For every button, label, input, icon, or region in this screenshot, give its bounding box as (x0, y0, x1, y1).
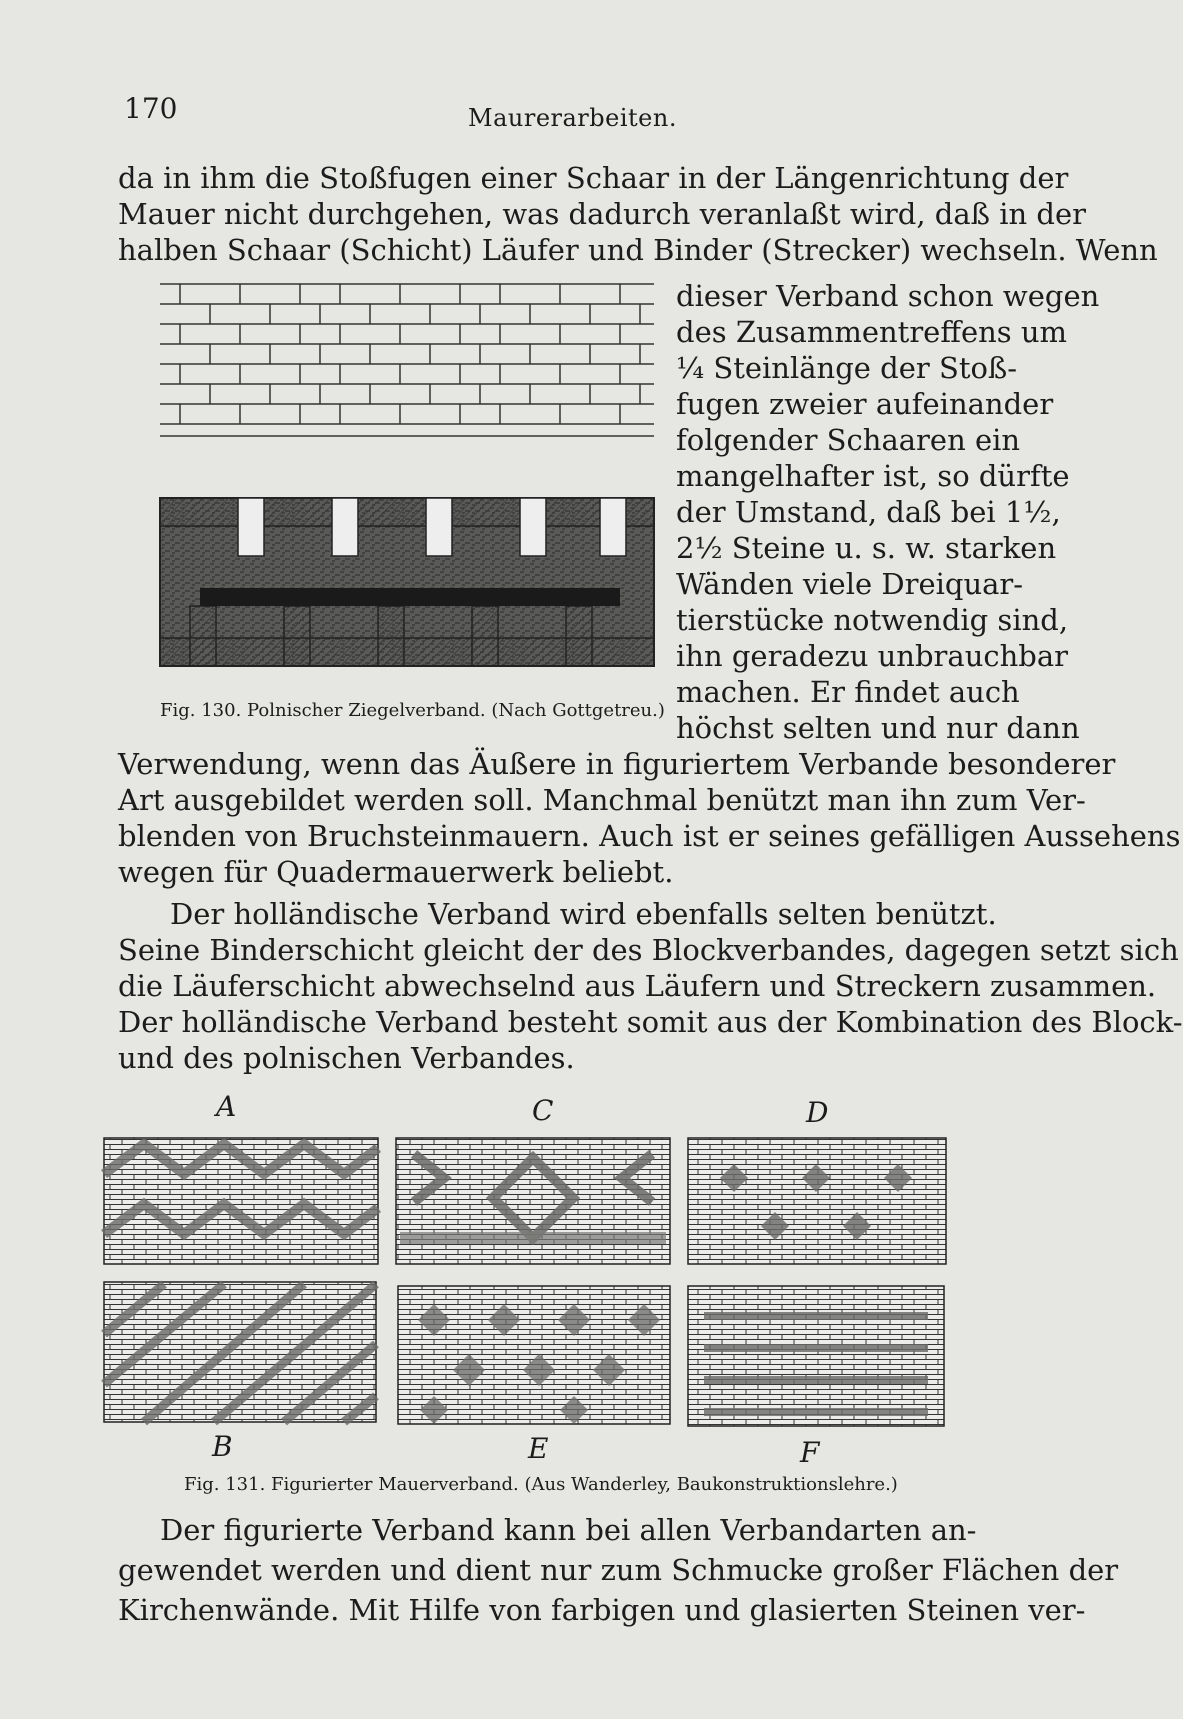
text-line: und des polnischen Verbandes. (118, 1041, 575, 1075)
fig130-elevation-drawing (160, 280, 654, 440)
text-line: Art ausgebildet werden soll. Manchmal benützt man ihn zum Ver- (118, 783, 1086, 817)
text-line: folgender Schaaren ein (676, 423, 1021, 457)
text-line: dieser Verband schon wegen (676, 279, 1100, 313)
text-line: 2½ Steine u. s. w. starken (676, 531, 1057, 565)
text-line: höchst selten und nur dann (676, 711, 1080, 745)
panel-e (398, 1286, 670, 1424)
text-line: Mauer nicht durchgehen, was dadurch veranlaßt wird, daß in der (118, 197, 1087, 231)
text-line: ihn geradezu unbrauchbar (676, 639, 1069, 673)
fig131-label-f: F (800, 1436, 820, 1469)
running-head: Maurerarbeiten. (468, 104, 677, 132)
text-line: Der figurierte Verband kann bei allen Verbandarten an- (160, 1513, 977, 1547)
text-line: wegen für Quadermauerwerk beliebt. (118, 855, 674, 889)
text-line: Verwendung, wenn das Äußere in figuriertem Verbande besonderer (118, 747, 1116, 781)
fig131-label-c: C (532, 1094, 554, 1127)
text-line: Der holländische Verband wird ebenfalls selten benützt. (170, 897, 997, 931)
panel-c (396, 1138, 670, 1264)
text-line: da in ihm die Stoßfugen einer Schaar in der Längenrichtung der (118, 161, 1069, 195)
fig130-caption: Fig. 130. Polnischer Ziegelverband. (Nach Gottgetreu.) (160, 700, 665, 721)
text-line: mangelhafter ist, so dürfte (676, 459, 1070, 493)
text-line: Kirchenwände. Mit Hilfe von farbigen und glasierten Steinen ver- (118, 1593, 1086, 1627)
text-line: der Umstand, daß bei 1½, (676, 495, 1061, 529)
fig131-caption: Fig. 131. Figurierter Mauerverband. (Aus Wanderley, Baukonstruktionslehre.) (184, 1474, 898, 1495)
text-line: gewendet werden und dient nur zum Schmucke großer Flächen der (118, 1553, 1119, 1587)
text-line: Wänden viele Dreiquar- (676, 567, 1024, 601)
text-line: des Zusammentreffens um (676, 315, 1068, 349)
fig131-label-b: B (212, 1430, 233, 1463)
text-line: halben Schaar (Schicht) Läufer und Binder (Strecker) wechseln. Wenn (118, 233, 1158, 267)
panel-d (688, 1138, 946, 1264)
panel-f (688, 1286, 944, 1426)
fig131-label-e: E (528, 1432, 549, 1465)
fig130-plan-drawing (160, 498, 654, 666)
fig131-drawing (104, 1134, 946, 1430)
panel-b (104, 1282, 376, 1422)
text-line: blenden von Bruchsteinmauern. Auch ist er seines gefälligen Aussehens (118, 819, 1181, 853)
text-line: ¼ Steinlänge der Stoß- (676, 351, 1018, 385)
text-line: Der holländische Verband besteht somit aus der Kombination des Block- (118, 1005, 1183, 1039)
page-number: 170 (124, 92, 178, 125)
text-line: tierstücke notwendig sind, (676, 603, 1069, 637)
text-line: machen. Er findet auch (676, 675, 1020, 709)
text-line: Seine Binderschicht gleicht der des Blockverbandes, dagegen setzt sich (118, 933, 1179, 967)
panel-a (104, 1138, 378, 1264)
text-line: fugen zweier aufeinander (676, 387, 1054, 421)
fig131-label-a: A (216, 1090, 237, 1123)
fig131-label-d: D (806, 1096, 829, 1129)
text-line: die Läuferschicht abwechselnd aus Läufern und Streckern zusammen. (118, 969, 1157, 1003)
